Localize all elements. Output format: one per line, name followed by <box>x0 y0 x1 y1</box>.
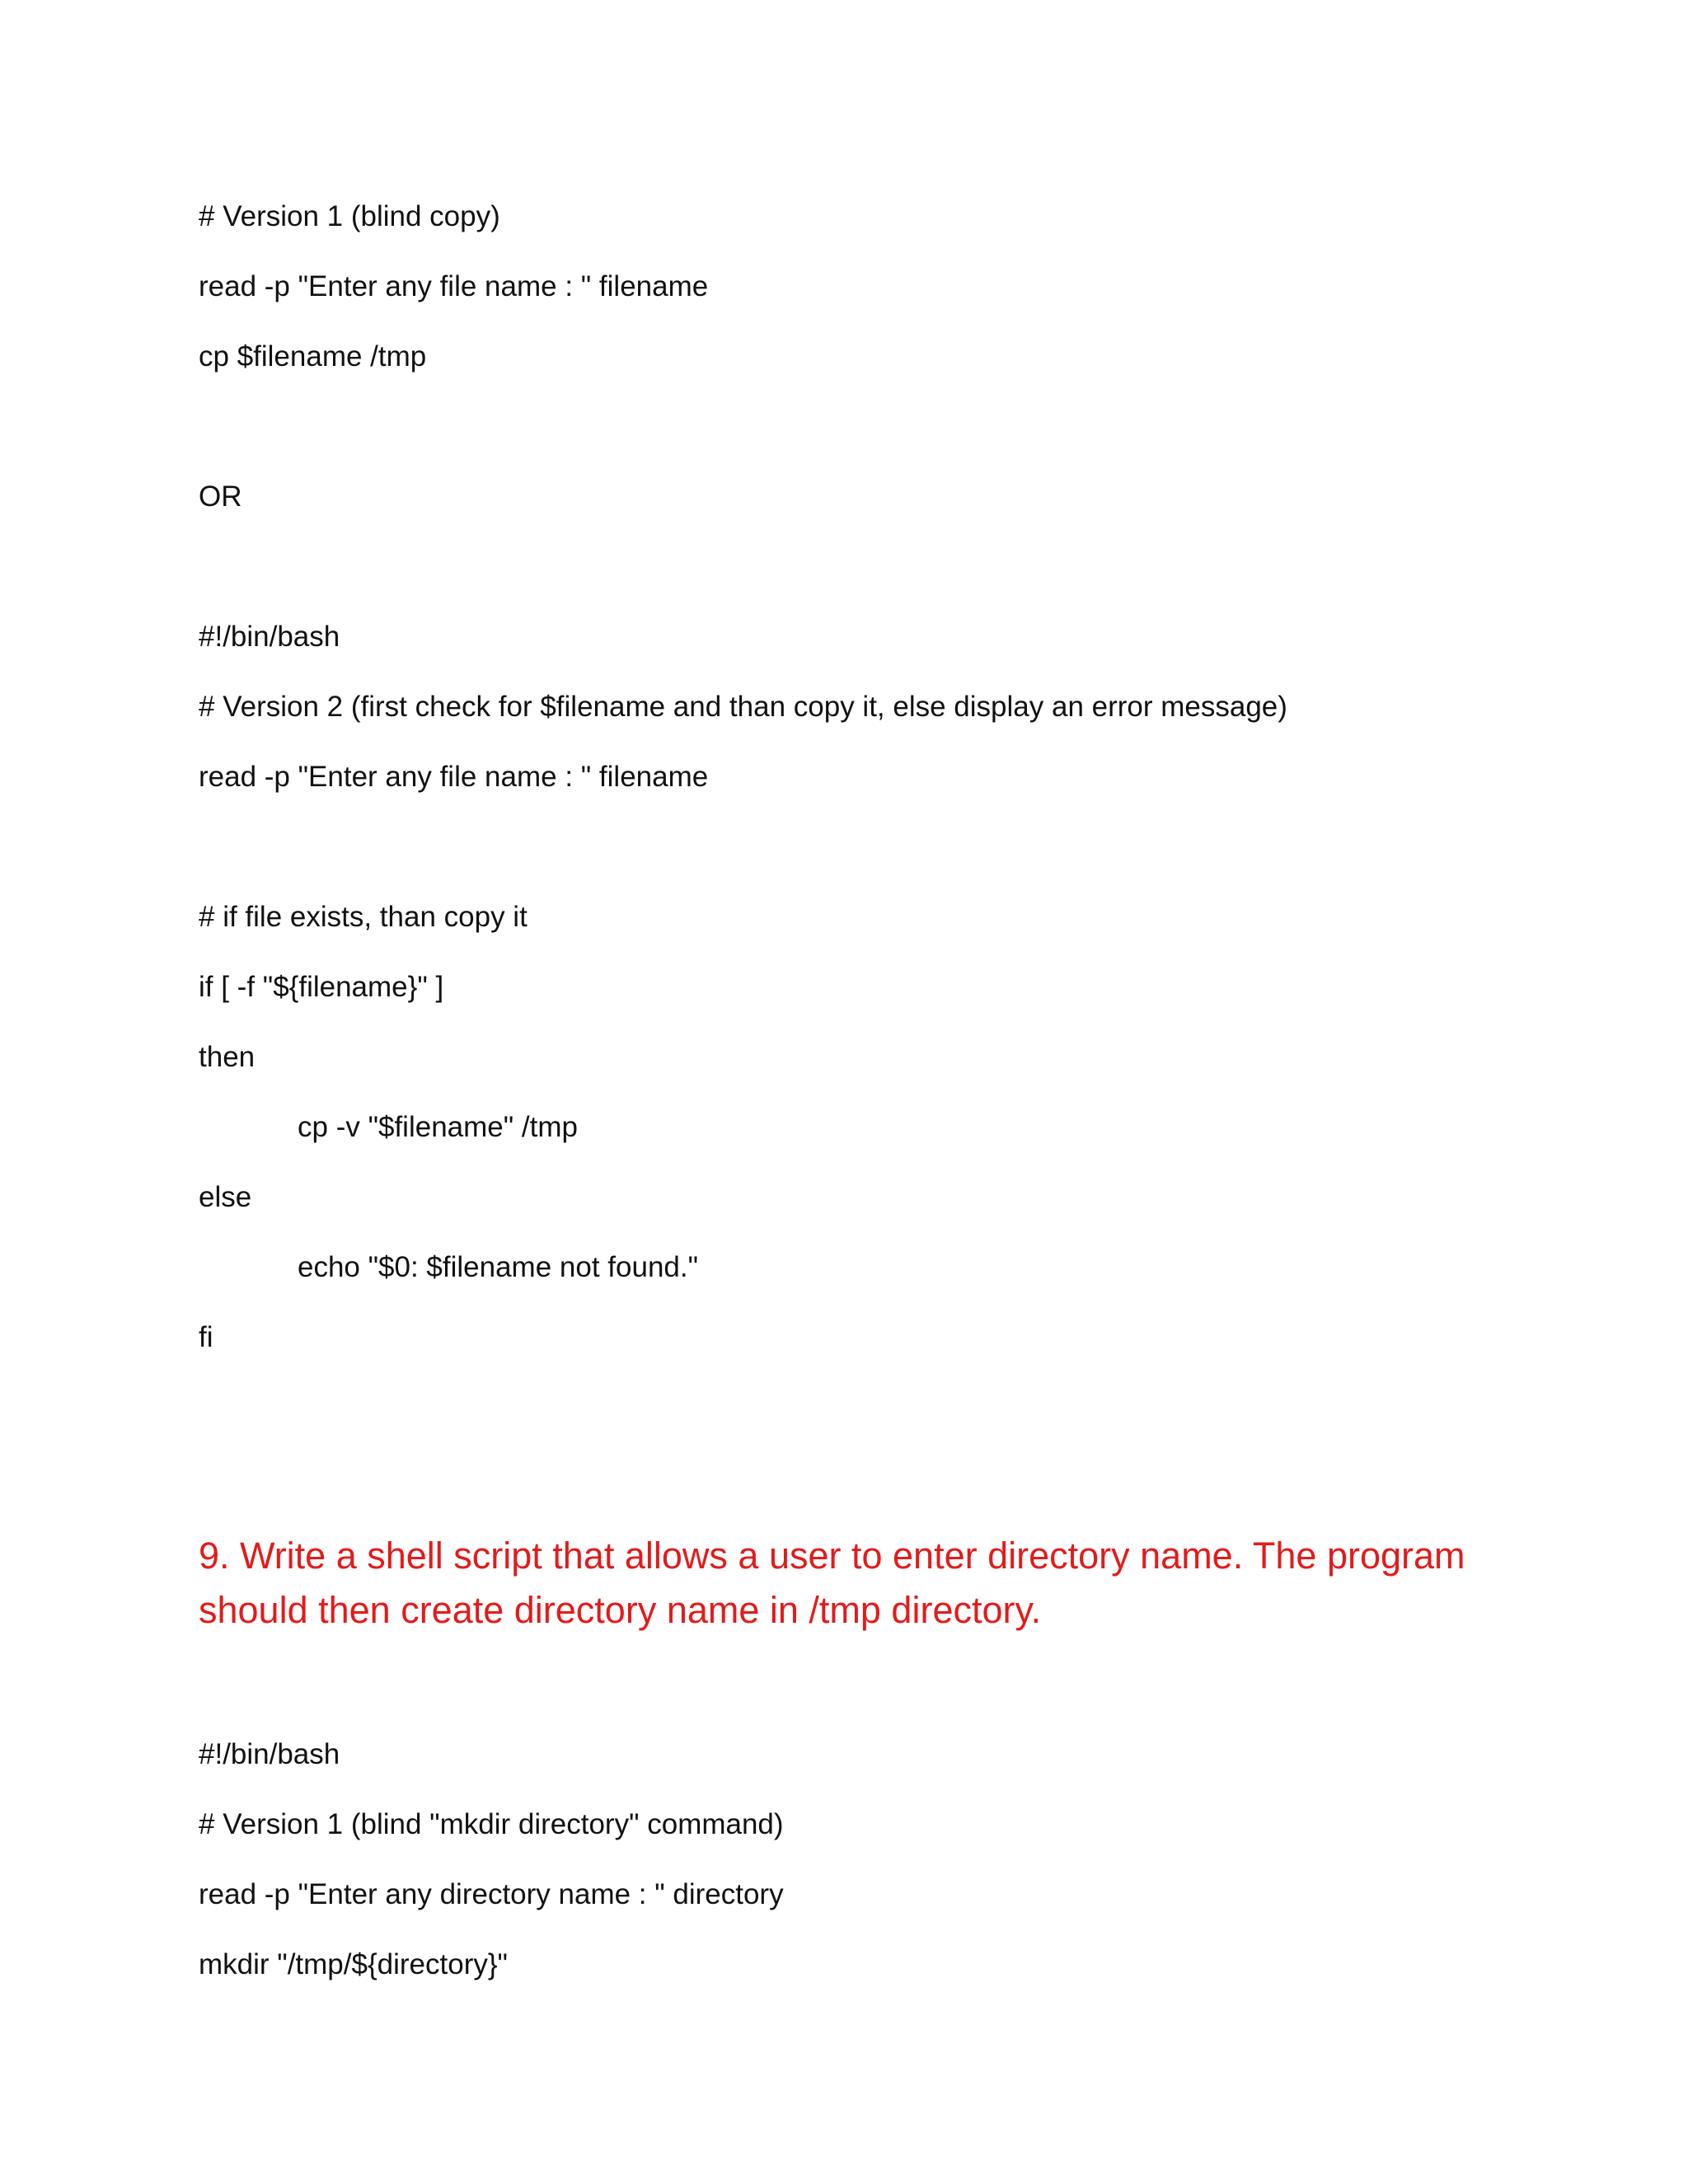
code-shebang: #!/bin/bash <box>199 621 340 653</box>
separator-or: OR <box>199 480 242 513</box>
code-comment-mkdir-version1: # Version 1 (blind "mkdir directory" command) <box>199 1808 784 1840</box>
code-else: else <box>199 1181 252 1213</box>
question-9-heading: 9. Write a shell script that allows a user to enter directory name. The program should then create directory name in /tmp directory. <box>199 1535 1465 1631</box>
code-shebang-q9: #!/bin/bash <box>199 1738 340 1770</box>
code-comment-version1: # Version 1 (blind copy) <box>199 200 500 232</box>
code-comment-if-exists: # if file exists, than copy it <box>199 901 528 933</box>
code-fi: fi <box>199 1321 213 1353</box>
code-comment-version2: # Version 2 (first check for $filename and than copy it, else display an error message) <box>199 691 1287 723</box>
code-then: then <box>199 1041 256 1073</box>
code-mkdir: mkdir "/tmp/${directory}" <box>199 1948 508 1980</box>
code-cp-verbose: cp -v "$filename" /tmp <box>298 1111 578 1143</box>
code-read-filename-v2: read -p "Enter any file name : " filename <box>199 761 709 793</box>
code-read-filename: read -p "Enter any file name : " filename <box>199 270 709 302</box>
code-echo-not-found: echo "$0: $filename not found." <box>298 1251 699 1283</box>
code-read-directory: read -p "Enter any directory name : " directory <box>199 1878 784 1910</box>
code-cp-filename: cp $filename /tmp <box>199 340 427 373</box>
code-if-condition: if [ -f "${filename}" ] <box>199 971 444 1003</box>
